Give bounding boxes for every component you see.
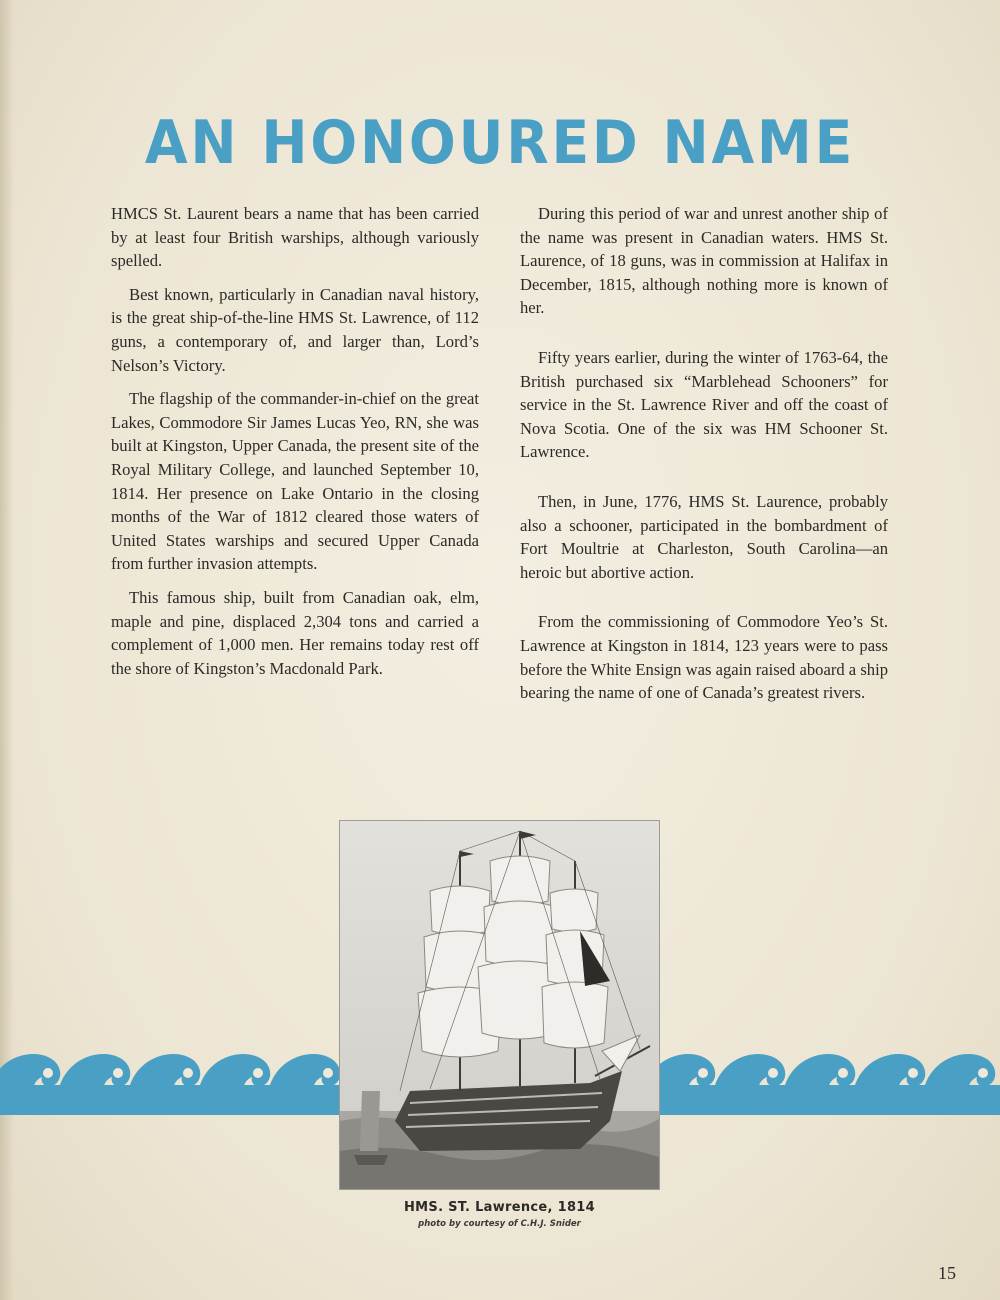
ship-photo <box>339 820 660 1190</box>
paragraph: Then, in June, 1776, HMS St. Laurence, probably also a schooner, participated in the bombardment of Fort Moultrie at Charleston, South Carolina—an heroic but abortive action. <box>520 491 888 582</box>
photo-caption: HMS. ST. Lawrence, 1814 <box>404 1200 595 1215</box>
paragraph: Fifty years earlier, during the winter of 1763-64, the British purchased six “Marblehead Schooners” for service in the St. Lawrence River and off the coast of Nova Scotia. One of the six was HM Schooner St. Lawrence. <box>520 347 888 462</box>
paragraph: From the commissioning of Commodore Yeo’s St. Lawrence at Kingston in 1814, 123 years were to pass before the White Ensign was again raised aboard a ship bearing the name of one of Canada’s greatest rivers. <box>520 612 888 703</box>
sailing-ship-illustration <box>340 821 659 1189</box>
page-title: AN HONOURED NAME <box>144 108 856 178</box>
paragraph: During this period of war and unrest another ship of the name was present in Canadian waters. HMS St. Laurence, of 18 guns, was in commission at Halifax in December, 1815, although nothing more is known of her. <box>520 204 888 318</box>
right-text-column <box>520 202 888 731</box>
paragraph: This famous ship, built from Canadian oak, elm, maple and pine, displaced 2,304 tons and carried a complement of 1,000 men. Her remains today rest off the shore of Kingston’s Macdonald Park. <box>111 587 479 678</box>
wave-border-left <box>0 1035 340 1115</box>
wave-border-right <box>655 1035 1000 1115</box>
paragraph: HMCS St. Laurent bears a name that has been carried by at least four British warships, although variously spelled. <box>111 204 479 271</box>
left-text-column <box>111 202 479 690</box>
paragraph: The flagship of the commander-in-chief on the great Lakes, Commodore Sir James Lucas Yeo, RN, she was built at Kingston, Upper Canada, the present site of the Royal Military College, and launched September 10, 1814. Her presence on Lake Ontario in the closing months of the War of 1812 cleared those waters of United States warships and secured Upper Canada from further invasion attempts. <box>111 389 479 574</box>
page-number: 15 <box>938 1263 956 1283</box>
paragraph: Best known, particularly in Canadian naval history, is the great ship-of-the-line HMS St. Lawrence, of 112 guns, a contemporary of, and larger than, Lord’s Nelson’s Victory. <box>111 284 479 375</box>
photo-credit: photo by courtesy of C.H.J. Snider <box>418 1219 581 1229</box>
